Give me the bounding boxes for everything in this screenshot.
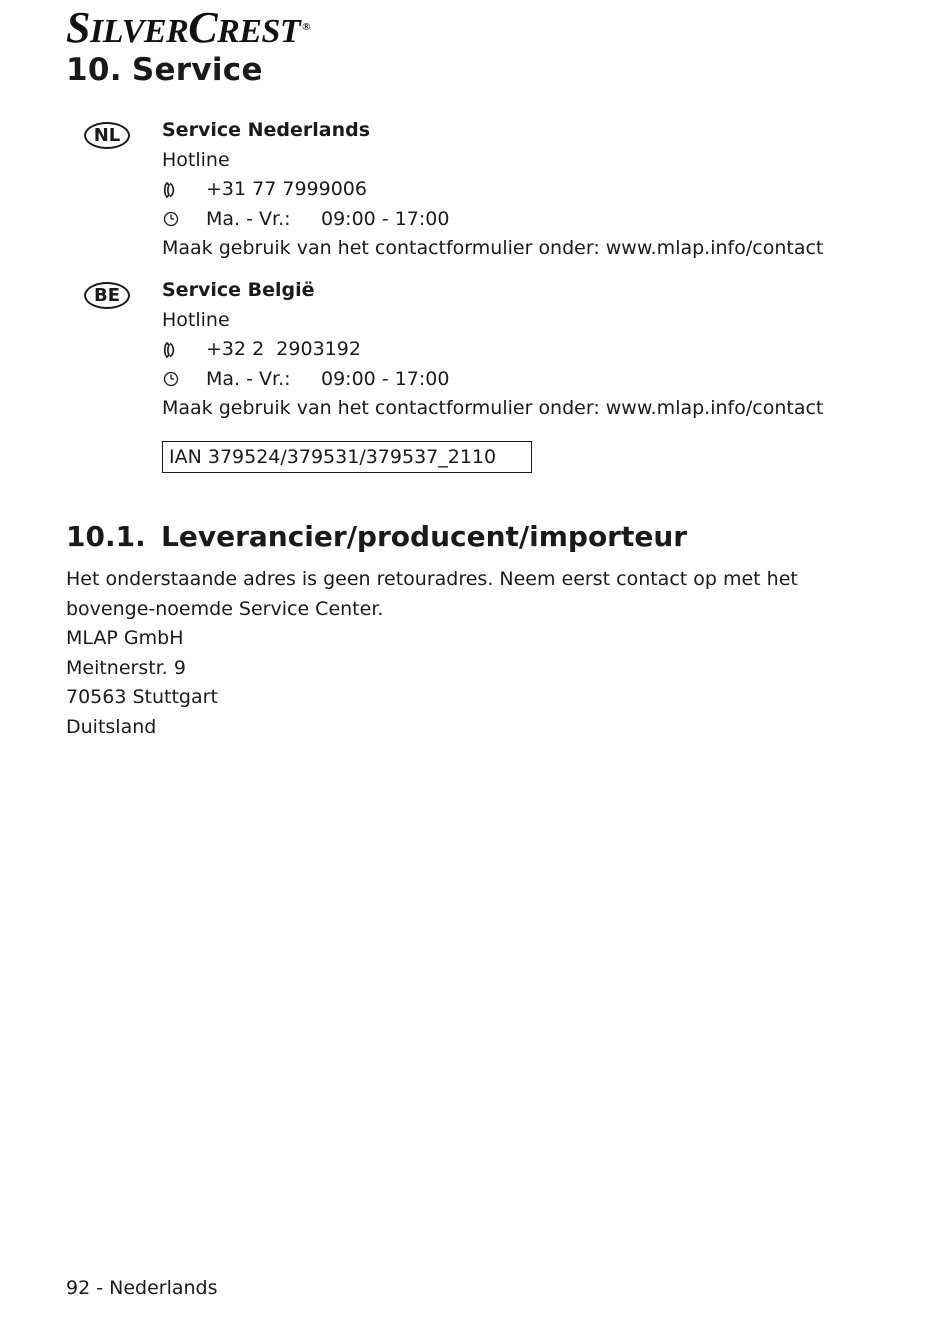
phone-icon (162, 181, 206, 199)
subsection-title-text: Leverancier/producent/importeur (161, 520, 688, 553)
address-intro: Het onderstaande adres is geen retouradres. Neem eerst contact op met het bovenge-noemde Service Center. (66, 568, 798, 620)
phone-row (162, 335, 823, 365)
hours-row (162, 205, 823, 235)
country-badge-be: BE (84, 282, 130, 309)
phone-row (162, 175, 823, 205)
city: 70563 Stuttgart (66, 686, 218, 708)
hours-value: 09:00 - 17:00 (321, 207, 450, 230)
section-title (66, 52, 263, 88)
contact-text: Maak gebruik van het contactformulier onder: www.mlap.info/contact (162, 237, 824, 259)
country-badge-nl: NL (84, 122, 130, 149)
subsection-number: 10.1. (66, 520, 146, 553)
company-name: MLAP GmbH (66, 627, 184, 649)
hours-label: Ma. - Vr.: (206, 207, 291, 230)
subsection-title (66, 520, 687, 553)
clock-icon (162, 210, 206, 228)
hotline-label: Hotline (162, 308, 230, 331)
country: Duitsland (66, 715, 157, 738)
silvercrest-logo: SILVERCREST ® (66, 3, 310, 52)
clock-icon (162, 370, 206, 388)
contact-text: Maak gebruik van het contactformulier onder: www.mlap.info/contact (162, 397, 824, 419)
service-block-nl (162, 116, 823, 264)
ian-box: IAN 379524/379531/379537_2110 (162, 441, 532, 473)
hours-row (162, 365, 823, 395)
service-heading: Service België (162, 279, 315, 301)
page-footer: 92 - Nederlands (66, 1277, 218, 1299)
address-block (66, 565, 836, 742)
hours-value: 09:00 - 17:00 (321, 367, 450, 390)
service-block-be (162, 276, 823, 424)
street: Meitnerstr. 9 (66, 656, 186, 679)
phone-number: +31 77 7999006 (206, 178, 367, 200)
phone-icon (162, 341, 206, 359)
hours-label: Ma. - Vr.: (206, 367, 291, 390)
section-title-text: Service (131, 52, 263, 88)
phone-number: +32 2 2903192 (206, 338, 361, 360)
service-heading: Service Nederlands (162, 119, 371, 141)
section-number: 10. (66, 52, 122, 88)
hotline-label: Hotline (162, 148, 230, 171)
